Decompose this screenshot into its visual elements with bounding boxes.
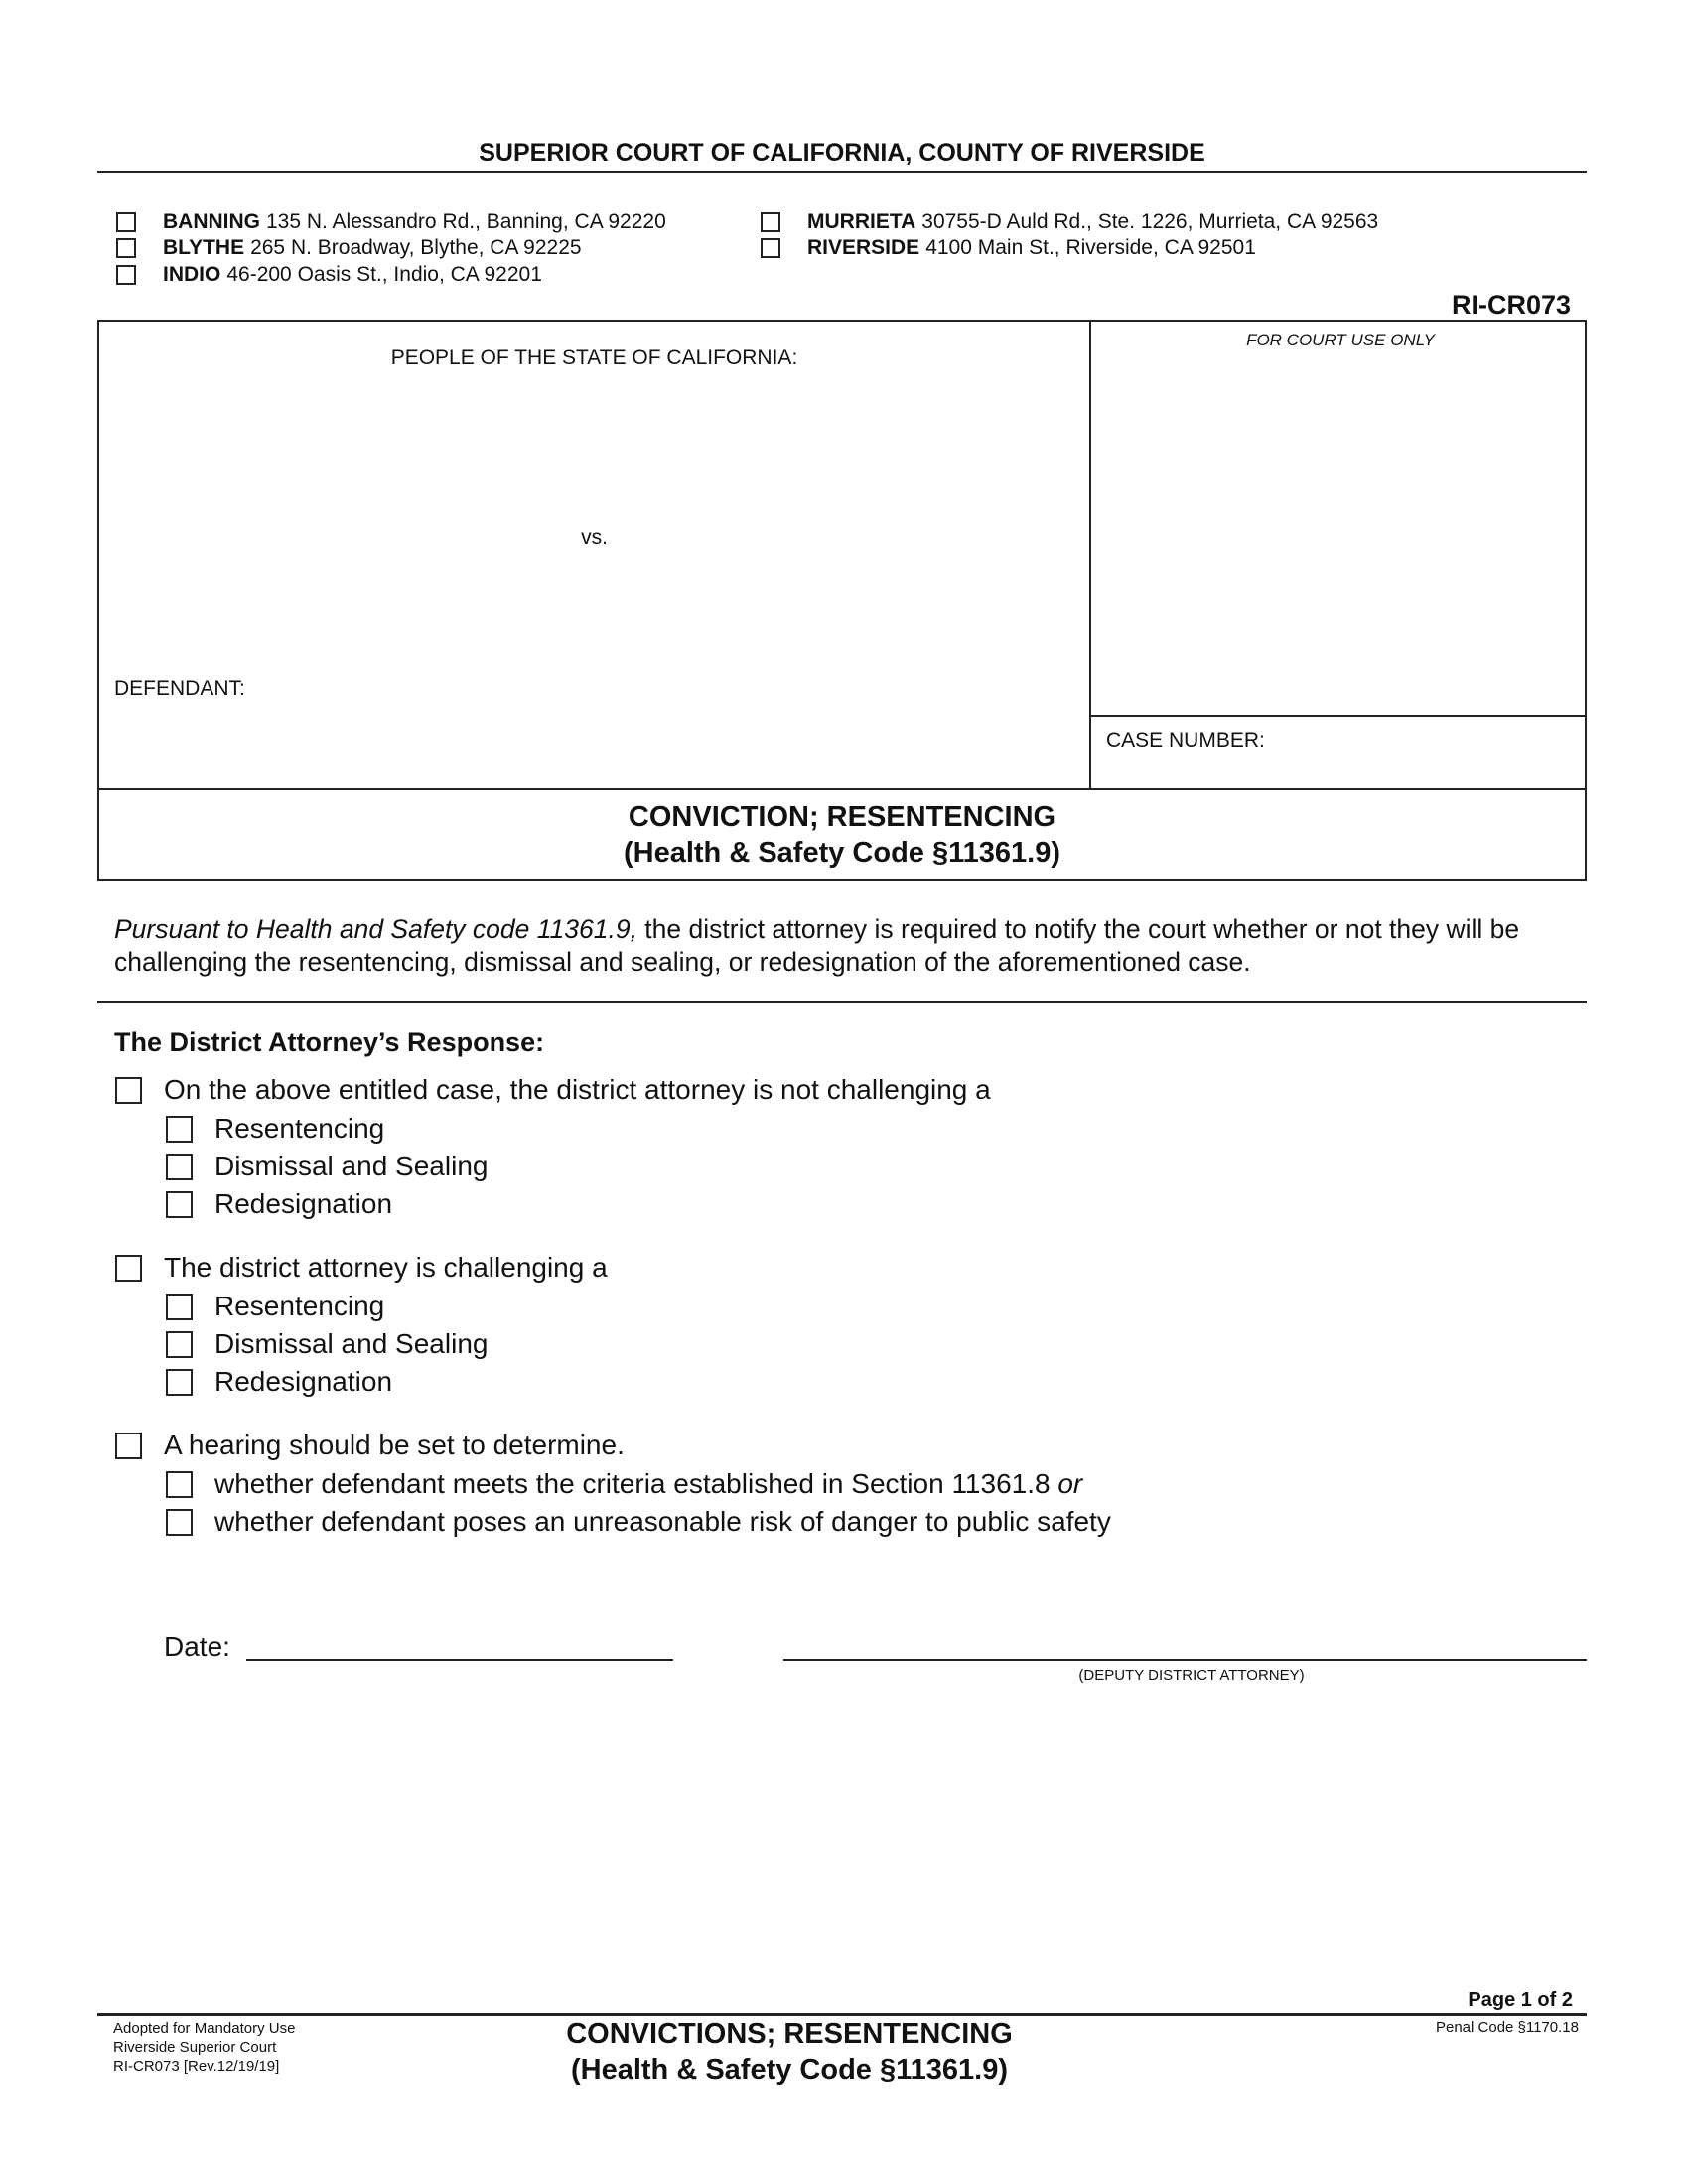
case-number-divider <box>1089 715 1587 717</box>
signature-line[interactable] <box>783 1659 1587 1661</box>
location-name: BANNING <box>163 210 260 233</box>
hearing-option[interactable] <box>115 1430 625 1461</box>
penal-code: Penal Code §1170.18 <box>1435 2019 1579 2036</box>
option-label: The district attorney is challenging a <box>164 1252 608 1283</box>
location-name: INDIO <box>163 263 221 286</box>
not-challenging-redesignation-checkbox[interactable] <box>166 1191 193 1218</box>
footer-court-line: Riverside Superior Court <box>113 2039 277 2056</box>
intro-statute: Pursuant to Health and Safety code 11361.9, <box>114 914 637 944</box>
location-banning[interactable] <box>116 210 666 234</box>
challenging-dismissal-checkbox[interactable] <box>166 1331 193 1358</box>
location-address: 135 N. Alessandro Rd., Banning, CA 92220 <box>266 210 666 233</box>
page-number: Page 1 of 2 <box>1468 1989 1573 2011</box>
location-address: 30755-D Auld Rd., Ste. 1226, Murrieta, CA 92563 <box>921 210 1379 233</box>
option-label: whether defendant meets the criteria established in Section 11361.8 <box>214 1468 1058 1499</box>
intro-divider <box>97 1001 1587 1003</box>
banning-checkbox[interactable] <box>116 212 136 232</box>
caption-vertical-divider <box>1089 320 1091 790</box>
footer-adopted <box>113 2019 295 2076</box>
challenging-resentencing[interactable] <box>166 1291 384 1322</box>
location-murrieta[interactable] <box>761 210 1378 234</box>
option-label: On the above entitled case, the district attorney is not challenging a <box>164 1074 991 1105</box>
form-title-line2: (Health & Safety Code §11361.9) <box>623 837 1060 869</box>
not-challenging-resentencing[interactable] <box>166 1113 384 1145</box>
hearing-checkbox[interactable] <box>115 1433 142 1459</box>
not-challenging-dismissal-checkbox[interactable] <box>166 1154 193 1180</box>
hearing-criteria-checkbox[interactable] <box>166 1471 193 1498</box>
challenging-redesignation-checkbox[interactable] <box>166 1369 193 1396</box>
option-label: Redesignation <box>214 1188 393 1219</box>
location-name: BLYTHE <box>163 236 245 259</box>
murrieta-checkbox[interactable] <box>761 212 780 232</box>
hearing-risk-option[interactable] <box>166 1506 1111 1538</box>
header-divider <box>97 171 1587 173</box>
deputy-label: (DEPUTY DISTRICT ATTORNEY) <box>1078 1667 1305 1684</box>
location-address: 265 N. Broadway, Blythe, CA 92225 <box>250 236 582 259</box>
date-line[interactable] <box>246 1659 673 1661</box>
location-address: 46-200 Oasis St., Indio, CA 92201 <box>226 263 542 286</box>
footer-title-line1: CONVICTIONS; RESENTENCING <box>566 2018 1013 2050</box>
challenging-dismissal[interactable] <box>166 1328 488 1360</box>
option-or: or <box>1057 1468 1083 1499</box>
option-label: Redesignation <box>214 1366 393 1397</box>
location-riverside[interactable] <box>761 236 1256 260</box>
challenging-resentencing-checkbox[interactable] <box>166 1294 193 1320</box>
not-challenging-option[interactable] <box>115 1074 991 1106</box>
option-label: Dismissal and Sealing <box>214 1151 489 1181</box>
form-id: RI-CR073 <box>1451 290 1571 320</box>
not-challenging-resentencing-checkbox[interactable] <box>166 1116 193 1143</box>
location-blythe[interactable] <box>116 236 582 260</box>
hearing-risk-checkbox[interactable] <box>166 1509 193 1536</box>
option-label: Resentencing <box>214 1291 385 1321</box>
location-name: RIVERSIDE <box>807 236 920 259</box>
challenging-checkbox[interactable] <box>115 1255 142 1282</box>
court-title: SUPERIOR COURT OF CALIFORNIA, COUNTY OF RIVERSIDE <box>479 139 1205 167</box>
footer-title <box>447 2016 1132 2088</box>
not-challenging-checkbox[interactable] <box>115 1077 142 1104</box>
blythe-checkbox[interactable] <box>116 238 136 258</box>
defendant-label: DEFENDANT: <box>114 677 245 700</box>
not-challenging-dismissal[interactable] <box>166 1151 488 1182</box>
location-name: MURRIETA <box>807 210 916 233</box>
date-label: Date: <box>164 1631 230 1662</box>
not-challenging-redesignation[interactable] <box>166 1188 392 1220</box>
riverside-checkbox[interactable] <box>761 238 780 258</box>
response-heading: The District Attorney’s Response: <box>114 1027 545 1057</box>
option-label: Dismissal and Sealing <box>214 1328 489 1359</box>
intro-text: the district attorney is required to notify the court whether or not they will be challenging the resentencing, dismissal and sealing, or redesignation of the aforementioned case. <box>114 914 1520 977</box>
intro-paragraph <box>114 913 1582 979</box>
court-use-label: FOR COURT USE ONLY <box>1246 331 1435 349</box>
challenging-option[interactable] <box>115 1252 608 1284</box>
location-indio[interactable] <box>116 263 542 287</box>
option-label: Resentencing <box>214 1113 385 1144</box>
vs-label: vs. <box>581 526 608 549</box>
option-label: A hearing should be set to determine. <box>164 1430 625 1460</box>
court-use-area[interactable] <box>1092 357 1585 713</box>
people-label: PEOPLE OF THE STATE OF CALIFORNIA: <box>390 346 798 369</box>
hearing-criteria-option[interactable] <box>166 1468 1082 1500</box>
form-title-line1: CONVICTION; RESENTENCING <box>628 801 1056 833</box>
footer-rev-line: RI-CR073 [Rev.12/19/19] <box>113 2058 280 2075</box>
location-address: 4100 Main St., Riverside, CA 92501 <box>925 236 1256 259</box>
footer-adopted-line: Adopted for Mandatory Use <box>113 2020 296 2037</box>
option-label: whether defendant poses an unreasonable risk of danger to public safety <box>214 1506 1111 1537</box>
indio-checkbox[interactable] <box>116 265 136 285</box>
footer-title-line2: (Health & Safety Code §11361.9) <box>570 2054 1008 2086</box>
case-number-label: CASE NUMBER: <box>1106 729 1265 751</box>
challenging-redesignation[interactable] <box>166 1366 392 1398</box>
